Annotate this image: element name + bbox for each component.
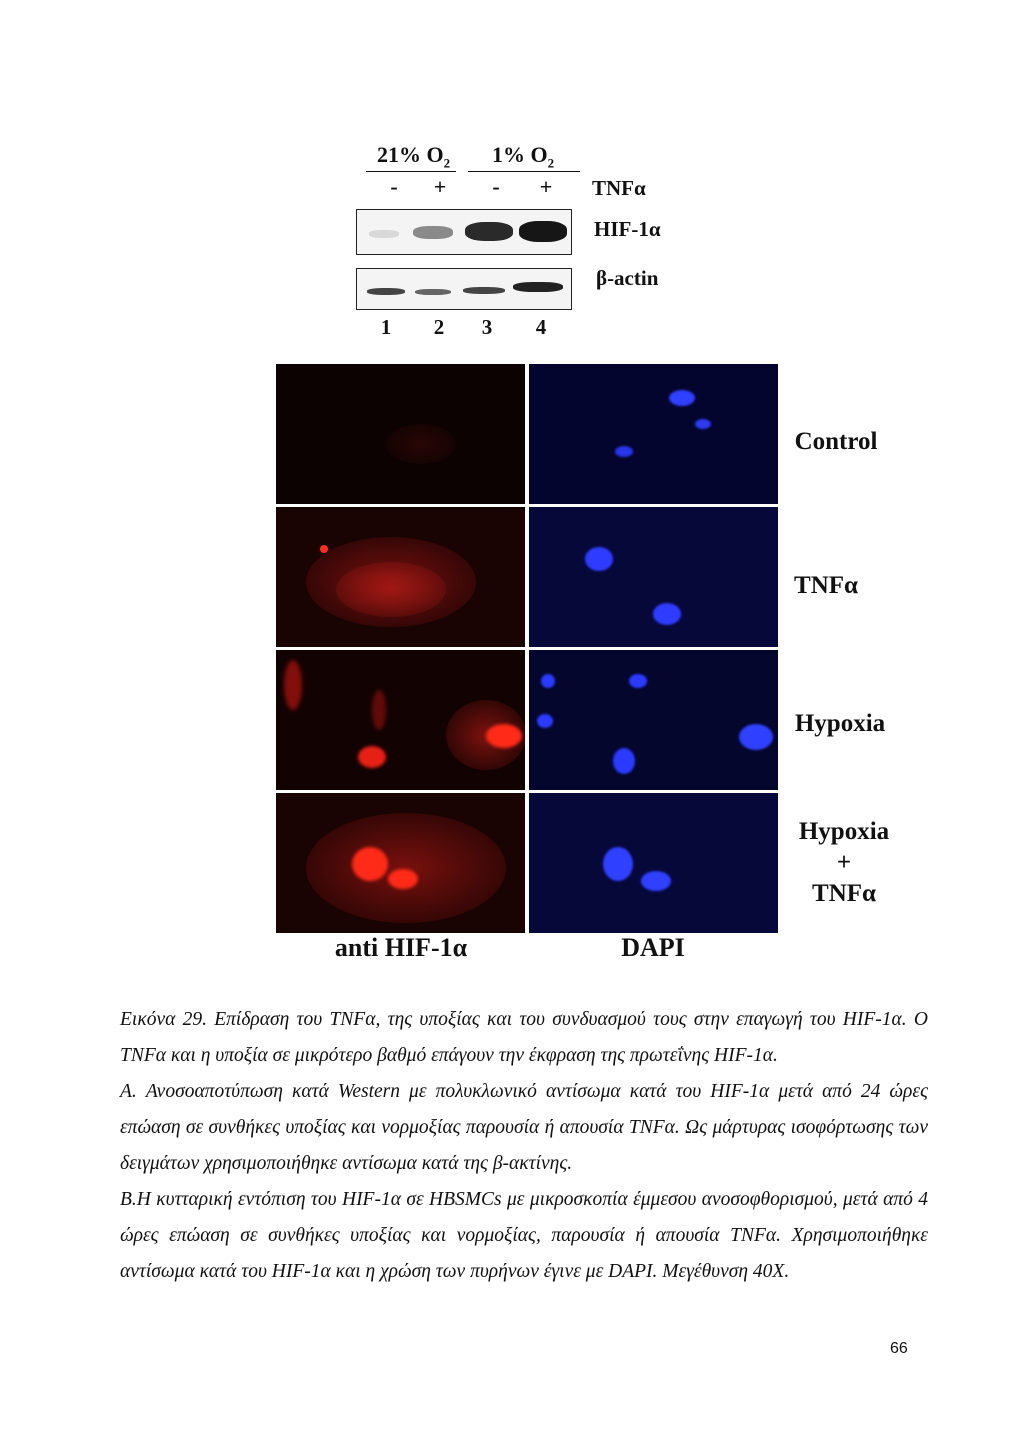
fiber (284, 660, 302, 710)
row-label-hypoxia: Hypoxia (794, 710, 886, 737)
control-dapi-panel (529, 364, 778, 504)
lane-number-1: 1 (380, 315, 392, 339)
lane-4-treatment-sign: + (539, 174, 553, 199)
actin-band-lane-4 (513, 282, 563, 292)
nucleus (615, 446, 633, 457)
fiber (372, 690, 386, 730)
hif1a-gel-strip (356, 209, 572, 255)
lane-3-treatment-sign: - (492, 174, 500, 199)
hif1a-nucleus (358, 746, 386, 768)
tnf-dapi-panel (529, 507, 778, 647)
hif1a-band-lane-3 (465, 222, 513, 241)
hif1a-nucleus (388, 869, 418, 889)
hif1a-band-lane-4 (519, 221, 567, 242)
lane-number-2: 2 (433, 315, 445, 339)
immunofluorescence-grid (276, 364, 778, 934)
lane-number-4: 4 (535, 315, 547, 339)
nucleus (603, 847, 633, 881)
lane-2-treatment-sign: + (433, 174, 447, 199)
faint-signal (386, 424, 456, 464)
condition-hypoxia-label: 1% $O_2$ (492, 142, 555, 171)
caption-part-a: A. Ανοσοαποτύπωση κατά Western με πολυκλωνικό αντίσωμα κατά του HIF-1α μετά από 24 ώρες επώαση σε συνθήκες υποξίας και νορμοξίας παρουσία ή απουσία TNFα. Ως μάρτυρας ισοφόρτωσης των δειγμάτων χρησιμοποιήθηκε αντίσωμα κατά της β-ακτίνης. (120, 1081, 928, 1174)
western-blot-figure (330, 130, 710, 345)
control-hif1a-panel (276, 364, 525, 504)
hif1a-band-lane-1 (369, 230, 399, 238)
row-label-combo-line3: TNFα (812, 880, 876, 907)
hypoxia-dapi-panel (529, 650, 778, 790)
row-label-combo-line1: Hypoxia (798, 818, 890, 845)
actin-band-lane-1 (367, 288, 405, 295)
lane-number-3: 3 (481, 315, 493, 339)
nucleus (629, 674, 647, 688)
nucleus (541, 674, 555, 688)
nucleus (653, 603, 681, 625)
hif1a-band-lane-2 (413, 226, 453, 239)
beta-actin-gel-strip (356, 268, 572, 310)
page-number: 66 (890, 1340, 908, 1357)
actin-band-lane-3 (463, 287, 505, 294)
nucleus (669, 390, 695, 406)
column-label-dapi: DAPI (621, 933, 685, 962)
condition-hypoxia-bracket (468, 171, 580, 172)
caption-part-b: B.Η κυτταρική εντόπιση του HIF-1α σε HBSMCs με μικροσκοπία έμμεσου ανοσοφθορισμού, μετά από 4 ώρες επώαση σε συνθήκες υποξίας και νορμοξίας, παρουσία ή απουσία TNFα. Χρησιμοποιήθηκε αντίσωμα κατά του HIF-1α και η χρώση των πυρήνων έγινε με DAPI. Μεγέθυνση 40X. (120, 1189, 928, 1282)
hif1a-nucleus (352, 847, 388, 881)
row-label-tnf: TNFα (794, 572, 858, 599)
nucleus (641, 871, 671, 891)
hypoxia-hif1a-panel (276, 650, 525, 790)
combo-hif1a-panel (276, 793, 525, 933)
treatment-row-label: TNFα (592, 176, 646, 200)
condition-normoxia-bracket (366, 171, 456, 172)
nucleus (613, 748, 635, 774)
bright-spot (320, 545, 328, 553)
nucleus (739, 724, 773, 750)
cytoplasm-signal (336, 562, 446, 617)
tnf-hif1a-panel (276, 507, 525, 647)
caption-title: Εικόνα 29. Επίδραση του TNFα, της υποξίας και του συνδυασμού τους στην επαγωγή του HIF-1α. Ο TNFα και η υποξία σε μικρότερο βαθμό επάγουν την έκφραση της πρωτεΐνης HIF-1α. (120, 1009, 928, 1066)
row-label-control: Control (794, 428, 878, 455)
nucleus (537, 714, 553, 728)
column-label-hif1a: anti HIF-1α (334, 933, 468, 962)
combo-dapi-panel (529, 793, 778, 933)
lane-1-treatment-sign: - (390, 174, 398, 199)
cell-body (306, 813, 506, 923)
nucleus (585, 547, 613, 571)
hif1a-row-label: HIF-1α (594, 217, 661, 241)
nucleus (695, 419, 711, 429)
condition-normoxia-label: 21% $O_2$ (377, 142, 451, 171)
hif1a-nucleus (486, 724, 522, 748)
row-label-combo-line2: + (836, 849, 852, 876)
actin-band-lane-2 (415, 289, 451, 295)
figure-caption (120, 1002, 928, 1290)
beta-actin-row-label: β-actin (596, 266, 659, 290)
